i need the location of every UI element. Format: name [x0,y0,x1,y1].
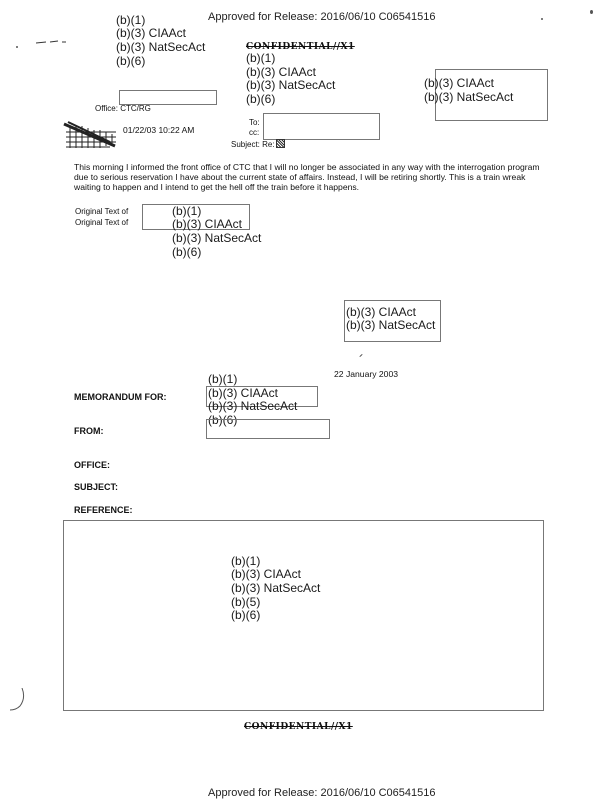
subject-field-label: SUBJECT: [74,482,119,492]
reference-exemption: (b)(3) CIAAct [231,567,302,581]
office-value: CTC/RG [120,104,151,113]
scan-mark [541,18,543,20]
subject-label: Subject: Re: [231,139,285,149]
original-exemption: (b)(3) CIAAct [172,217,243,231]
from-label: FROM: [74,426,104,436]
scan-mark [590,10,593,14]
reference-exemption: (b)(5) [231,595,261,609]
memo-exemption: (b)(3) CIAAct [208,386,279,400]
attachment-icon [276,139,285,148]
original-exemption: (b)(1) [172,204,202,218]
reference-field-label: REFERENCE: [74,505,133,515]
original-text-label: Original Text of [75,218,129,227]
cc-label: cc: [249,128,260,137]
center-exemption: (b)(6) [246,92,276,106]
top-exemption: (b)(6) [116,54,146,68]
mid-right-exemption: (b)(3) CIAAct [346,305,417,319]
scan-mark [36,32,76,38]
center-exemption: (b)(3) CIAAct [246,65,317,79]
top-exemption: (b)(1) [116,13,146,27]
center-exemption: (b)(3) NatSecAct [246,78,336,92]
message-body: This morning I informed the front office of CTC that I will no longer be associated in any way with the interrogation program due to serious reservation I have about the current state of affairs. Instead, I will be retiring shortly. This is a train wreak waiting to happen and I intend to get the hell off the train before it happens. [74,162,540,192]
top-exemption: (b)(3) NatSecAct [116,40,206,54]
original-exemption: (b)(3) NatSecAct [172,231,262,245]
right-exemption: (b)(3) CIAAct [424,76,495,90]
memo-exemption: (b)(6) [208,413,238,427]
scribble-stamp-icon [60,120,120,150]
redaction-box [206,419,330,439]
subject-value: Re: [262,140,275,149]
memo-exemption: (b)(1) [208,372,238,386]
reference-redaction-box [63,520,544,711]
original-exemption: (b)(6) [172,245,202,259]
top-exemption: (b)(3) CIAAct [116,26,187,40]
right-exemption: (b)(3) NatSecAct [424,90,514,104]
mid-right-exemption: (b)(3) NatSecAct [346,318,436,332]
reference-exemption: (b)(3) NatSecAct [231,581,321,595]
to-label: To: [249,118,260,127]
memorandum-for-label: MEMORANDUM FOR: [74,392,167,402]
redaction-box [119,90,217,105]
original-text-label: Original Text of [75,207,129,216]
scan-mark [16,46,18,48]
reference-exemption: (b)(1) [231,554,261,568]
office-label: Office: CTC/RG [95,104,151,113]
center-exemption: (b)(1) [246,51,276,65]
memo-date: 22 January 2003 [334,369,399,379]
release-header: Approved for Release: 2016/06/10 C06541516 [208,11,436,23]
memo-exemption: (b)(3) NatSecAct [208,399,298,413]
classification-marking-bottom: CONFIDENTIAL//X1 [244,722,353,732]
classification-marking-top: CONFIDENTIAL//X1 [246,42,355,52]
datetime: 01/22/03 10:22 AM [123,125,195,135]
office-field-label: OFFICE: [74,460,110,470]
scan-mark [359,354,363,358]
scan-mark [10,688,30,712]
reference-exemption: (b)(6) [231,608,261,622]
redaction-box [263,113,380,140]
release-footer: Approved for Release: 2016/06/10 C06541516 [208,787,436,799]
